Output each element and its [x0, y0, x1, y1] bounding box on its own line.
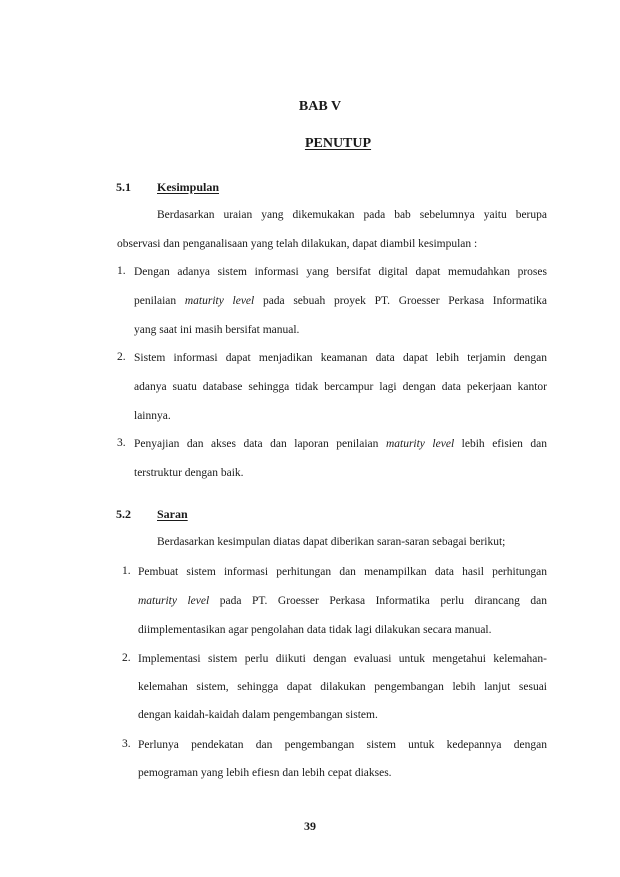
section-2-item-2-line-3: dengan kaidah-kaidah dalam pengembangan sistem.: [138, 709, 378, 721]
section-1-intro-line-2: observasi dan penganalisaan yang telah dilakukan, dapat diambil kesimpulan :: [117, 238, 478, 250]
section-1-title: Kesimpulan: [157, 180, 220, 194]
section-1-item-3-number: 3.: [117, 437, 126, 449]
section-2-item-2-line-2: kelemahan sistem, sehingga dapat dilakukan pengembangan lebih lanjut sesuai: [138, 681, 547, 693]
section-1-item-3-maturity-level: maturity level: [385, 438, 455, 450]
chapter-label: BAB V: [298, 99, 342, 114]
section-1-intro-line-1: Berdasarkan uraian yang dikemukakan pada bab sebelumnya yaitu berupa: [157, 209, 547, 221]
section-1-item-1-number: 1.: [117, 265, 126, 277]
page-number: 39: [304, 819, 316, 833]
section-1-item-2-number: 2.: [117, 351, 126, 363]
section-2-item-2-line-1: Implementasi sistem perlu diikuti dengan evaluasi untuk mengetahui kelemahan-: [138, 653, 547, 665]
section-2-item-3-number: 3.: [122, 738, 131, 750]
section-1-number: 5.1: [116, 180, 131, 194]
section-2-item-1-line-1: Pembuat sistem informasi perhitungan dan menampilkan data hasil perhitungan: [138, 566, 547, 578]
section-1-item-3-line-1-pre: Penyajian dan akses data dan laporan penilaian: [134, 438, 379, 450]
section-2-item-1-maturity-level: maturity level: [138, 595, 210, 607]
section-2-title: Saran: [157, 507, 188, 521]
section-1-item-2-line-3: lainnya.: [134, 410, 171, 422]
section-1-item-2-line-2: adanya suatu database sehingga tidak bercampur lagi dengan data pekerjaan kantor: [134, 381, 547, 393]
section-1-item-2-line-1: Sistem informasi dapat menjadikan keamanan data dapat lebih terjamin dengan: [134, 352, 547, 364]
section-1-item-1-line-3: yang saat ini masih bersifat manual.: [134, 324, 300, 336]
section-1-item-3-line-1-post: lebih efisien dan: [461, 438, 547, 450]
section-2-intro-line-1: Berdasarkan kesimpulan diatas dapat diberikan saran-saran sebagai berikut;: [157, 536, 506, 548]
section-1-item-1-line-2: [134, 294, 547, 310]
section-2-item-1-number: 1.: [122, 565, 131, 577]
section-2-number: 5.2: [116, 507, 131, 521]
section-1-item-1-line-2-post: pada sebuah proyek PT. Groesser Perkasa Informatika: [262, 295, 547, 307]
chapter-title: PENUTUP: [304, 136, 372, 151]
section-2-item-3-line-1: Perlunya pendekatan dan pengembangan sistem untuk kedepannya dengan: [138, 739, 547, 751]
section-1-item-3-line-2: terstruktur dengan baik.: [134, 467, 244, 479]
section-2-item-1-line-3: diimplementasikan agar pengolahan data tidak lagi dilakukan secara manual.: [138, 624, 492, 636]
section-2-item-2-number: 2.: [122, 652, 131, 664]
section-1-item-1-maturity-level: maturity level: [184, 295, 255, 307]
section-1-item-1-line-1: Dengan adanya sistem informasi yang bersifat digital dapat memudahkan proses: [134, 266, 547, 278]
section-2-item-1-line-2-post: pada PT. Groesser Perkasa Informatika perlu dirancang dan: [219, 595, 547, 607]
section-2-item-3-line-2: pemograman yang lebih efiesn dan lebih cepat diakses.: [138, 767, 392, 779]
section-1-item-3-line-1: [134, 437, 547, 453]
section-2-item-1-line-2: [138, 594, 547, 610]
section-1-item-1-line-2-pre: penilaian: [134, 295, 177, 307]
